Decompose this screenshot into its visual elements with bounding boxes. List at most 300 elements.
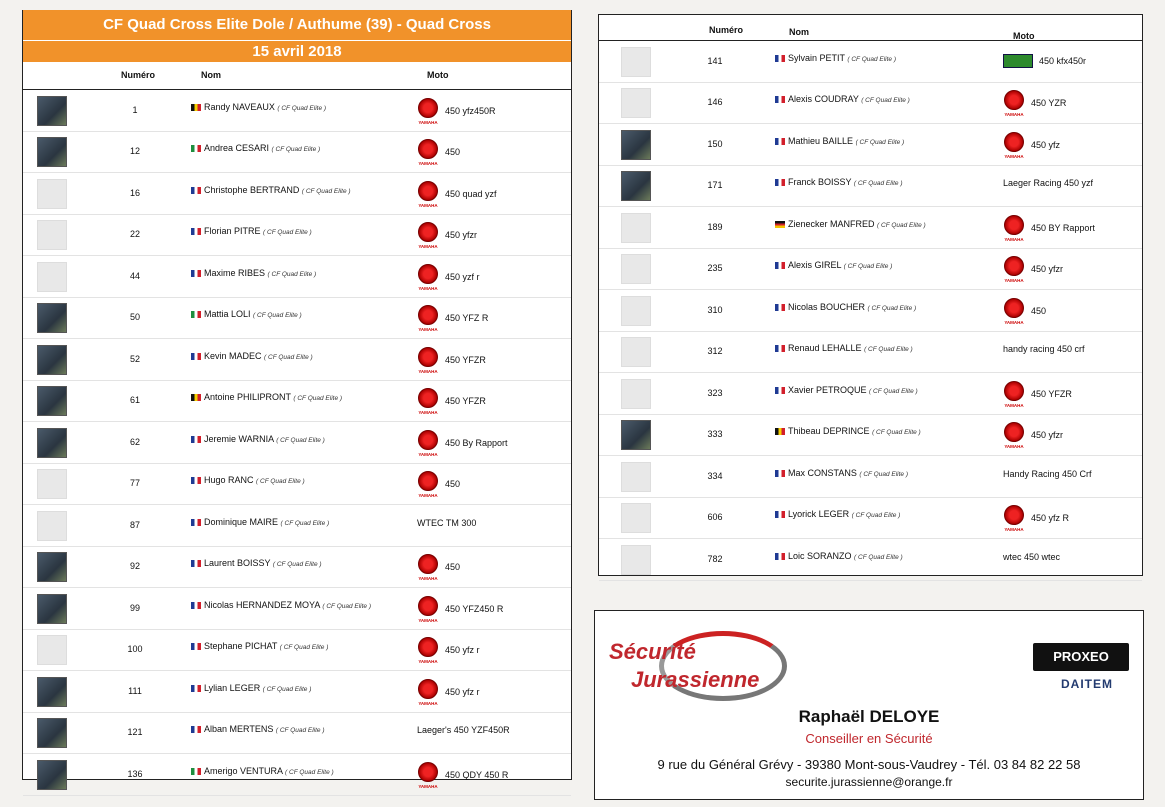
- rider-number: 235: [707, 263, 723, 274]
- rider-number: 1: [132, 104, 138, 115]
- rider-name: Nicolas BOUCHER: [788, 301, 866, 312]
- category-label: ( CF Quad Elite ): [864, 346, 913, 354]
- category-label: ( CF Quad Elite ): [293, 395, 343, 403]
- table-row: [599, 332, 1142, 374]
- rider-photo: [621, 130, 651, 160]
- rider-number: 44: [129, 270, 140, 281]
- yamaha-logo-icon: YAMAHA: [1003, 381, 1025, 407]
- logo-line2: Jurassienne: [631, 667, 760, 692]
- flag-fr-icon: [191, 436, 201, 443]
- rider-name-cell: [191, 724, 325, 734]
- moto-model: 450: [445, 479, 461, 490]
- rider-number: 121: [127, 727, 143, 738]
- category-label: ( CF Quad Elite ): [280, 519, 330, 527]
- rider-number: 189: [707, 221, 723, 232]
- table-row: [23, 713, 571, 755]
- moto-model: Laeger Racing 450 yzf: [1003, 178, 1094, 189]
- contact-name: Raphaël DELOYE: [798, 707, 940, 726]
- rider-name: Zienecker MANFRED: [788, 218, 875, 229]
- moto-cell: [417, 471, 460, 497]
- rider-photo: [37, 552, 67, 582]
- rider-name-cell: [191, 475, 305, 485]
- rider-name: Dominique MAIRE: [204, 516, 279, 527]
- moto-cell: [1003, 215, 1095, 241]
- moto-cell: [1003, 552, 1060, 562]
- rider-number: 333: [707, 429, 723, 440]
- rider-name: Mathieu BAILLE: [788, 135, 854, 146]
- moto-cell: [1003, 344, 1085, 354]
- rider-name-cell: [191, 185, 351, 195]
- rider-name-cell: [775, 94, 910, 104]
- rider-name-cell: [191, 766, 334, 776]
- rider-number: 334: [707, 470, 723, 481]
- rider-photo: [37, 345, 67, 375]
- category-label: ( CF Quad Elite ): [301, 187, 351, 195]
- rider-name-cell: [775, 302, 916, 312]
- moto-model: Handy Racing 450 Crf: [1003, 468, 1092, 479]
- yamaha-logo-icon: YAMAHA: [417, 762, 439, 788]
- rider-name: Xavier PETROQUE: [788, 384, 867, 395]
- rider-number: 100: [127, 644, 143, 655]
- rider-name: Max CONSTANS: [788, 467, 857, 478]
- rider-name-cell: [775, 136, 904, 146]
- flag-fr-icon: [775, 511, 785, 518]
- rider-number: 16: [129, 187, 140, 198]
- col-nom: Nom: [201, 70, 221, 80]
- table-row: [599, 249, 1142, 291]
- contact-address: 9 rue du Général Grévy - 39380 Mont-sous-Vaudrey - Tél. 03 84 82 22 58: [657, 757, 1081, 772]
- col-moto: Moto: [427, 70, 449, 80]
- moto-cell: [417, 181, 497, 207]
- table-row: [599, 41, 1142, 83]
- rider-name-cell: [775, 177, 903, 187]
- table-row: [23, 215, 571, 257]
- rider-name: Loic SORANZO: [788, 550, 852, 561]
- rider-number: 22: [129, 229, 140, 240]
- rider-name: Franck BOISSY: [788, 177, 852, 188]
- moto-cell: [1003, 54, 1086, 68]
- rider-photo: [37, 760, 67, 790]
- rider-name-cell: [775, 551, 903, 561]
- col-nom: Nom: [789, 27, 809, 37]
- rider-number: 323: [707, 387, 723, 398]
- rider-name: Laurent BOISSY: [204, 558, 271, 569]
- flag-fr-icon: [191, 270, 201, 277]
- rider-photo: [37, 718, 67, 748]
- rider-name-cell: [191, 517, 329, 527]
- rider-name: Hugo RANC: [204, 475, 254, 486]
- rider-name: Lylian LEGER: [204, 682, 261, 693]
- rider-name-cell: [191, 434, 325, 444]
- rider-photo: [37, 137, 67, 167]
- table-row: [599, 207, 1142, 249]
- category-label: ( CF Quad Elite ): [256, 478, 305, 486]
- category-label: ( CF Quad Elite ): [272, 561, 322, 569]
- rider-number: 171: [707, 180, 723, 191]
- rider-name-cell: [191, 226, 312, 236]
- yamaha-logo-icon: YAMAHA: [417, 139, 439, 165]
- flag-fr-icon: [191, 643, 201, 650]
- flag-fr-icon: [775, 96, 785, 103]
- rider-name: Stephane PICHAT: [204, 641, 278, 652]
- moto-model: 450 YFZ450 R: [445, 603, 504, 614]
- table-row: [23, 90, 571, 132]
- flag-fr-icon: [775, 55, 785, 62]
- flag-fr-icon: [191, 560, 201, 567]
- rider-photo: [37, 303, 67, 333]
- flag-fr-icon: [775, 387, 785, 394]
- yamaha-logo-icon: YAMAHA: [417, 679, 439, 705]
- left-entry-table: [22, 10, 572, 789]
- moto-model: 450 yfz r: [445, 686, 480, 697]
- rider-number: 50: [129, 312, 140, 323]
- table-header: [599, 15, 1142, 41]
- moto-model: 450 kfx450r: [1039, 55, 1087, 66]
- rider-name: Christophe BERTRAND: [204, 184, 300, 195]
- moto-model: 450: [445, 147, 461, 158]
- moto-cell: [1003, 469, 1092, 479]
- rider-photo: [621, 420, 651, 450]
- photo-placeholder-icon: [621, 503, 651, 533]
- moto-cell: [1003, 178, 1093, 188]
- rider-name-cell: [775, 219, 926, 229]
- rider-name-cell: [775, 53, 896, 63]
- rider-number: 146: [707, 97, 723, 108]
- flag-fr-icon: [775, 138, 785, 145]
- rider-number: 62: [129, 436, 140, 447]
- left-rows: [23, 90, 571, 796]
- rider-name-cell: [775, 343, 913, 353]
- rider-name: Kevin MADEC: [204, 350, 262, 361]
- table-row: [23, 547, 571, 589]
- category-label: ( CF Quad Elite ): [869, 387, 918, 395]
- moto-model: 450 YZR: [1031, 98, 1067, 109]
- category-label: ( CF Quad Elite ): [322, 602, 372, 610]
- photo-placeholder-icon: [37, 220, 67, 250]
- rider-name: Jeremie WARNIA: [204, 433, 274, 444]
- table-row: [23, 505, 571, 547]
- moto-cell: [1003, 298, 1046, 324]
- rider-name-cell: [775, 260, 892, 270]
- rider-number: 111: [128, 685, 142, 696]
- category-label: ( CF Quad Elite ): [843, 263, 893, 271]
- flag-fr-icon: [191, 726, 201, 733]
- moto-cell: [417, 98, 496, 124]
- category-label: ( CF Quad Elite ): [267, 270, 317, 278]
- rider-number: 310: [707, 304, 723, 315]
- category-label: ( CF Quad Elite ): [853, 180, 903, 188]
- moto-model: handy racing 450 crf: [1003, 344, 1085, 355]
- yamaha-logo-icon: YAMAHA: [417, 596, 439, 622]
- table-row: [23, 422, 571, 464]
- moto-model: wtec 450 wtec: [1003, 551, 1061, 562]
- col-moto: Moto: [1013, 31, 1035, 41]
- table-header: [23, 62, 571, 90]
- rider-name: Renaud LEHALLE: [788, 343, 862, 354]
- category-label: ( CF Quad Elite ): [263, 229, 312, 237]
- rider-name-cell: [191, 600, 371, 610]
- rider-photo: [37, 386, 67, 416]
- flag-de-icon: [775, 221, 785, 228]
- moto-cell: [417, 762, 508, 788]
- table-row: [23, 339, 571, 381]
- flag-fr-icon: [775, 553, 785, 560]
- moto-model: 450 yfz450R: [445, 105, 496, 116]
- moto-model: 450 yfz: [1031, 139, 1061, 150]
- rider-name: Randy NAVEAUX: [204, 101, 275, 112]
- moto-cell: [1003, 90, 1066, 116]
- table-row: [599, 415, 1142, 457]
- table-row: [23, 630, 571, 672]
- photo-placeholder-icon: [37, 635, 67, 665]
- daitem-logo: DAITEM: [1061, 677, 1113, 691]
- moto-cell: [417, 388, 486, 414]
- moto-cell: [417, 264, 480, 290]
- yamaha-logo-icon: YAMAHA: [417, 305, 439, 331]
- event-date: 15 avril 2018: [23, 40, 571, 62]
- photo-placeholder-icon: [621, 296, 651, 326]
- photo-placeholder-icon: [37, 262, 67, 292]
- flag-fr-icon: [191, 187, 201, 194]
- rider-name-cell: [775, 385, 918, 395]
- sponsor-ad: [594, 610, 1144, 800]
- moto-model: 450 BY Rapport: [1031, 222, 1095, 233]
- yamaha-logo-icon: YAMAHA: [417, 554, 439, 580]
- flag-fr-icon: [191, 353, 201, 360]
- category-label: ( CF Quad Elite ): [859, 470, 909, 478]
- rider-name-cell: [191, 309, 302, 319]
- yamaha-logo-icon: YAMAHA: [417, 430, 439, 456]
- yamaha-logo-icon: YAMAHA: [1003, 90, 1025, 116]
- flag-fr-icon: [191, 477, 201, 484]
- table-row: [23, 464, 571, 506]
- flag-fr-icon: [775, 262, 785, 269]
- photo-placeholder-icon: [621, 337, 651, 367]
- table-row: [23, 173, 571, 215]
- category-label: ( CF Quad Elite ): [264, 353, 313, 361]
- yamaha-logo-icon: YAMAHA: [417, 471, 439, 497]
- photo-placeholder-icon: [621, 379, 651, 409]
- table-row: [23, 671, 571, 713]
- category-label: ( CF Quad Elite ): [262, 685, 312, 693]
- table-row: [599, 124, 1142, 166]
- rider-name: Alexis GIREL: [788, 260, 842, 271]
- table-row: [599, 498, 1142, 540]
- rider-name-cell: [191, 268, 316, 278]
- rider-name: Florian PITRE: [204, 226, 261, 237]
- rider-name-cell: [775, 468, 908, 478]
- category-label: ( CF Quad Elite ): [253, 312, 302, 320]
- moto-cell: [417, 139, 460, 165]
- category-label: ( CF Quad Elite ): [877, 221, 926, 229]
- yamaha-logo-icon: YAMAHA: [417, 181, 439, 207]
- flag-fr-icon: [775, 345, 785, 352]
- rider-number: 141: [707, 55, 723, 66]
- securite-jurassienne-logo: [609, 629, 809, 699]
- flag-it-icon: [191, 145, 201, 152]
- rider-number: 77: [129, 478, 140, 489]
- yamaha-logo-icon: YAMAHA: [1003, 132, 1025, 158]
- category-label: ( CF Quad Elite ): [279, 644, 329, 652]
- rider-number: 61: [129, 395, 140, 406]
- yamaha-logo-icon: YAMAHA: [1003, 256, 1025, 282]
- rider-number: 782: [707, 553, 723, 564]
- moto-model: 450 YFZR: [1031, 388, 1072, 399]
- category-label: ( CF Quad Elite ): [275, 727, 325, 735]
- rider-number: 92: [129, 561, 140, 572]
- moto-cell: [1003, 132, 1060, 158]
- flag-it-icon: [191, 311, 201, 318]
- rider-name: Maxime RIBES: [204, 267, 266, 278]
- photo-placeholder-icon: [621, 213, 651, 243]
- moto-cell: [1003, 505, 1069, 531]
- moto-model: 450 YFZ R: [445, 313, 489, 324]
- flag-fr-icon: [775, 179, 785, 186]
- rider-name: Antoine PHILIPRONT: [204, 392, 291, 403]
- table-row: [599, 166, 1142, 208]
- rider-name: Thibeau DEPRINCE: [788, 426, 870, 437]
- rider-photo: [37, 594, 67, 624]
- photo-placeholder-icon: [621, 47, 651, 77]
- yamaha-logo-icon: YAMAHA: [417, 222, 439, 248]
- rider-name-cell: [191, 102, 326, 112]
- table-row: [599, 83, 1142, 125]
- category-label: ( CF Quad Elite ): [276, 436, 325, 444]
- rider-number: 136: [127, 768, 143, 779]
- photo-placeholder-icon: [621, 545, 651, 575]
- moto-cell: [1003, 422, 1063, 448]
- category-label: ( CF Quad Elite ): [867, 304, 917, 312]
- moto-cell: [417, 222, 477, 248]
- flag-fr-icon: [191, 602, 201, 609]
- moto-model: 450: [445, 562, 461, 573]
- table-row: [599, 539, 1142, 581]
- table-row: [599, 373, 1142, 415]
- rider-number: 312: [707, 346, 723, 357]
- yamaha-logo-icon: YAMAHA: [417, 388, 439, 414]
- photo-placeholder-icon: [621, 462, 651, 492]
- table-row: [23, 754, 571, 796]
- logo-line1: Sécurité: [609, 639, 696, 664]
- photo-placeholder-icon: [37, 511, 67, 541]
- rider-name: Nicolas HERNANDEZ MOYA: [204, 599, 320, 610]
- flag-be-icon: [191, 394, 201, 401]
- category-label: ( CF Quad Elite ): [854, 553, 903, 561]
- rider-name-cell: [775, 426, 921, 436]
- rider-name-cell: [191, 683, 311, 693]
- category-label: ( CF Quad Elite ): [277, 104, 327, 112]
- photo-placeholder-icon: [621, 88, 651, 118]
- moto-cell: [1003, 256, 1063, 282]
- rider-number: 52: [129, 353, 140, 364]
- flag-fr-icon: [191, 685, 201, 692]
- moto-cell: [417, 347, 486, 373]
- category-label: ( CF Quad Elite ): [851, 512, 901, 520]
- rider-name: Mattia LOLI: [204, 309, 251, 320]
- moto-model: 450 By Rapport: [445, 437, 508, 448]
- rider-name-cell: [191, 641, 328, 651]
- contact-role: Conseiller en Sécurité: [805, 731, 933, 746]
- kawasaki-logo-icon: [1003, 54, 1033, 68]
- moto-cell: [417, 725, 510, 735]
- category-label: ( CF Quad Elite ): [861, 97, 910, 105]
- moto-model: 450 yfz R: [1031, 513, 1070, 524]
- table-row: [599, 290, 1142, 332]
- moto-model: 450 yfzr: [445, 230, 478, 241]
- photo-placeholder-icon: [37, 469, 67, 499]
- rider-name: Sylvain PETIT: [788, 52, 845, 63]
- moto-cell: [417, 637, 480, 663]
- rider-photo: [37, 428, 67, 458]
- moto-model: 450 yfzr: [1031, 264, 1064, 275]
- yamaha-logo-icon: YAMAHA: [1003, 422, 1025, 448]
- rider-name: Andrea CESARI: [204, 143, 270, 154]
- moto-cell: [1003, 381, 1072, 407]
- flag-fr-icon: [191, 228, 201, 235]
- category-label: ( CF Quad Elite ): [285, 768, 334, 776]
- rider-number: 606: [707, 512, 723, 523]
- rider-name-cell: [191, 558, 322, 568]
- moto-cell: [417, 518, 476, 528]
- event-title: CF Quad Cross Elite Dole / Authume (39) - Quad Cross: [23, 10, 571, 40]
- flag-it-icon: [191, 768, 201, 775]
- rider-name-cell: [191, 392, 342, 402]
- table-row: [23, 132, 571, 174]
- contact-email: securite.jurassienne@orange.fr: [785, 775, 953, 789]
- moto-cell: [417, 430, 508, 456]
- rider-name: Lyorick LEGER: [788, 509, 850, 520]
- moto-model: 450 yfzr: [1031, 430, 1064, 441]
- moto-model: 450: [1031, 305, 1047, 316]
- moto-cell: [417, 679, 480, 705]
- rider-number: 99: [129, 602, 140, 613]
- category-label: ( CF Quad Elite ): [847, 55, 897, 63]
- col-numero: Numéro: [121, 70, 156, 80]
- photo-placeholder-icon: [37, 179, 67, 209]
- category-label: ( CF Quad Elite ): [872, 429, 921, 437]
- table-row: [23, 256, 571, 298]
- col-numero: Numéro: [709, 25, 744, 35]
- flag-fr-icon: [775, 304, 785, 311]
- rider-number: 150: [707, 138, 723, 149]
- rider-name: Amerigo VENTURA: [204, 765, 283, 776]
- moto-model: 450 yfz r: [445, 645, 480, 656]
- moto-model: 450 QDY 450 R: [445, 769, 509, 780]
- photo-placeholder-icon: [621, 254, 651, 284]
- rider-name: Alexis COUDRAY: [788, 94, 859, 105]
- yamaha-logo-icon: YAMAHA: [417, 98, 439, 124]
- moto-model: 450 yzf r: [445, 271, 480, 282]
- yamaha-logo-icon: YAMAHA: [417, 637, 439, 663]
- right-rows: [599, 41, 1142, 581]
- table-row: [23, 298, 571, 340]
- rider-photo: [621, 171, 651, 201]
- rider-name-cell: [191, 143, 320, 153]
- table-row: [599, 456, 1142, 498]
- moto-model: Laeger's 450 YZF450R: [417, 725, 510, 736]
- flag-be-icon: [775, 428, 785, 435]
- proxeo-logo: PROXEO: [1033, 643, 1129, 671]
- moto-model: 450 quad yzf: [445, 188, 497, 199]
- table-row: [23, 588, 571, 630]
- rider-name: Alban MERTENS: [204, 724, 274, 735]
- rider-name-cell: [191, 351, 313, 361]
- yamaha-logo-icon: YAMAHA: [1003, 505, 1025, 531]
- yamaha-logo-icon: YAMAHA: [417, 264, 439, 290]
- rider-number: 87: [129, 519, 140, 530]
- moto-model: 450 YFZR: [445, 354, 486, 365]
- moto-cell: [417, 305, 488, 331]
